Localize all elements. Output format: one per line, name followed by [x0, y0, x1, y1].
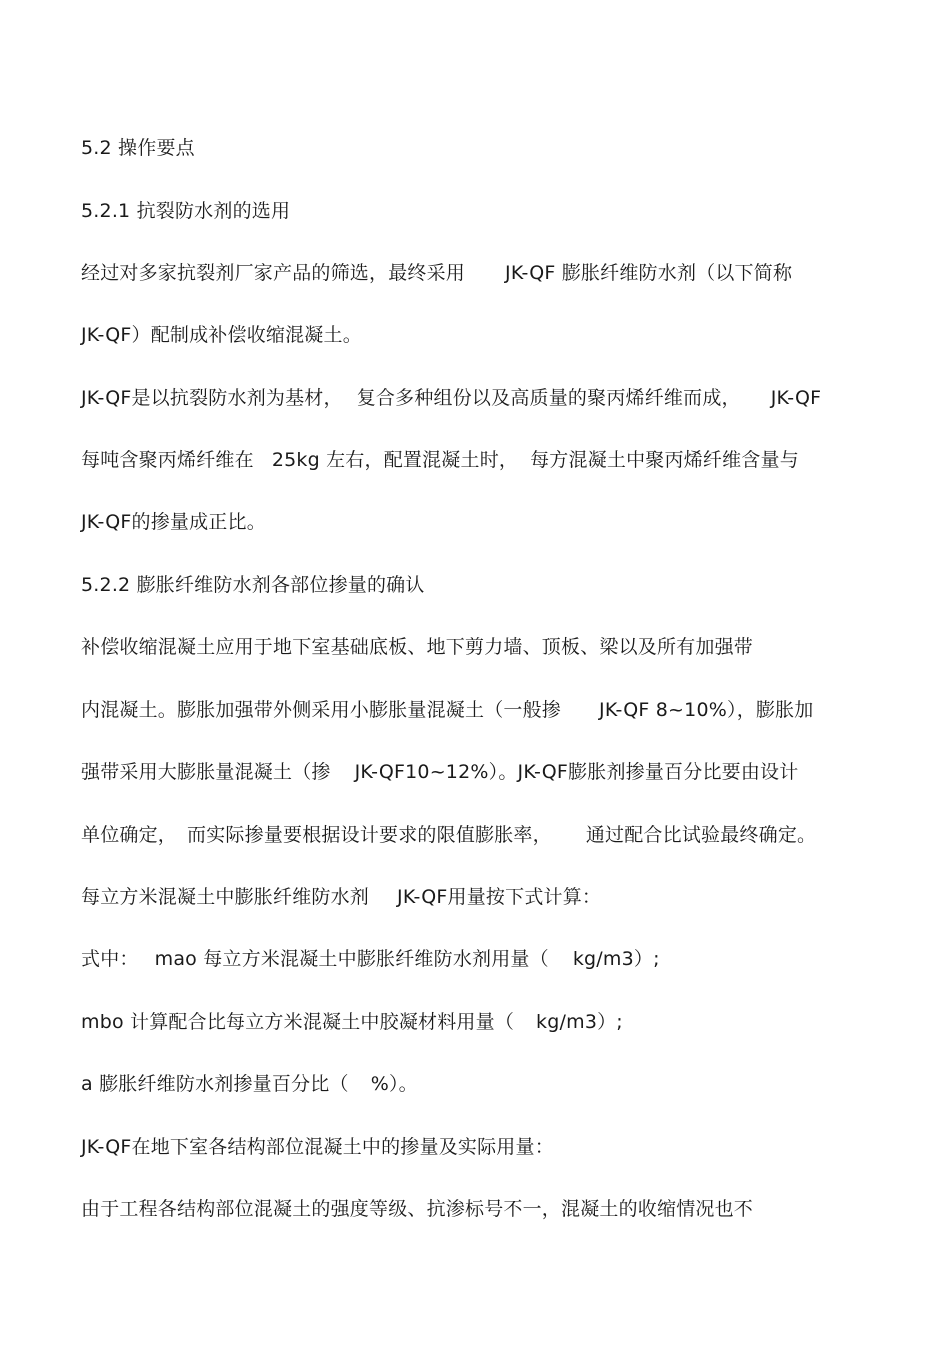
- heading-text: 5.2.2 膨胀纤维防水剂各部位掺量的确认: [81, 574, 425, 596]
- text-span: JK-QF用量按下式计算：: [397, 886, 602, 908]
- text-span: 而实际掺量要根据设计要求的限值膨胀率，: [187, 824, 552, 846]
- text-span: 复合多种组份以及高质量的聚丙烯纤维而成，: [356, 387, 741, 409]
- text-span: mao 每立方米混凝土中膨胀纤维防水剂用量（: [154, 948, 549, 970]
- heading-5-2: [81, 136, 195, 160]
- text-span: 每吨含聚丙烯纤维在: [81, 449, 254, 471]
- text-span: JK-QF 膨胀纤维防水剂（以下简称: [505, 262, 793, 284]
- text-span: 每立方米混凝土中膨胀纤维防水剂: [81, 886, 370, 908]
- paragraph-line: [81, 261, 792, 285]
- text-span: 由于工程各结构部位混凝土的强度等级、抗渗标号不一，混凝土的收缩情况也不: [81, 1198, 754, 1220]
- text-span: JK-QF）配制成补偿收缩混凝土。: [81, 324, 362, 346]
- text-span: 经过对多家抗裂剂厂家产品的筛选，最终采用: [81, 262, 466, 284]
- text-span: 通过配合比试验最终确定。: [585, 824, 817, 846]
- text-span: JK-QF在地下室各结构部位混凝土中的掺量及实际用量：: [81, 1136, 554, 1158]
- text-span: 内混凝土。膨胀加强带外侧采用小膨胀量混凝土（一般掺: [81, 699, 562, 721]
- text-span: JK-QF的掺量成正比。: [81, 511, 266, 533]
- heading-5-2-1: [81, 199, 290, 223]
- text-span: JK-QF 8~10%），膨胀加: [599, 699, 814, 721]
- paragraph-line: [81, 698, 814, 722]
- text-span: %）。: [370, 1073, 418, 1095]
- paragraph-line: [81, 823, 816, 847]
- formula-definition-line: [81, 1010, 623, 1034]
- text-span: JK-QF10~12%）。JK-QF膨胀剂掺量百分比要由设计: [354, 761, 799, 783]
- text-span: 25kg 左右，配置混凝土时，: [271, 449, 519, 471]
- paragraph-line: [81, 1135, 554, 1159]
- formula-definition-line: [81, 1072, 418, 1096]
- paragraph-line: [81, 323, 362, 347]
- text-span: JK-QF是以抗裂防水剂为基材，: [81, 387, 343, 409]
- formula-definition-line: [81, 947, 660, 971]
- paragraph-line: [81, 510, 266, 534]
- text-span: JK-QF: [770, 387, 822, 409]
- text-span: mbo 计算配合比每立方米混凝土中胶凝材料用量（: [81, 1011, 515, 1033]
- text-span: 每方混凝土中聚丙烯纤维含量与: [530, 449, 799, 471]
- text-span: 式中：: [81, 948, 139, 970]
- paragraph-line: [81, 386, 821, 410]
- heading-text: 5.2 操作要点: [81, 137, 195, 159]
- paragraph-line: [81, 635, 753, 659]
- paragraph-line: [81, 885, 601, 909]
- paragraph-line: [81, 1197, 753, 1221]
- heading-text: 5.2.1 抗裂防水剂的选用: [81, 200, 291, 222]
- paragraph-line: [81, 760, 798, 784]
- text-span: 强带采用大膨胀量混凝土（掺: [81, 761, 331, 783]
- text-span: kg/m3）;: [572, 948, 660, 970]
- text-span: kg/m3）;: [536, 1011, 623, 1033]
- paragraph-line: [81, 448, 799, 472]
- text-span: 补偿收缩混凝土应用于地下室基础底板、地下剪力墙、顶板、梁以及所有加强带: [81, 636, 754, 658]
- text-span: a 膨胀纤维防水剂掺量百分比（: [81, 1073, 349, 1095]
- text-span: 单位确定，: [81, 824, 178, 846]
- heading-5-2-2: [81, 573, 425, 597]
